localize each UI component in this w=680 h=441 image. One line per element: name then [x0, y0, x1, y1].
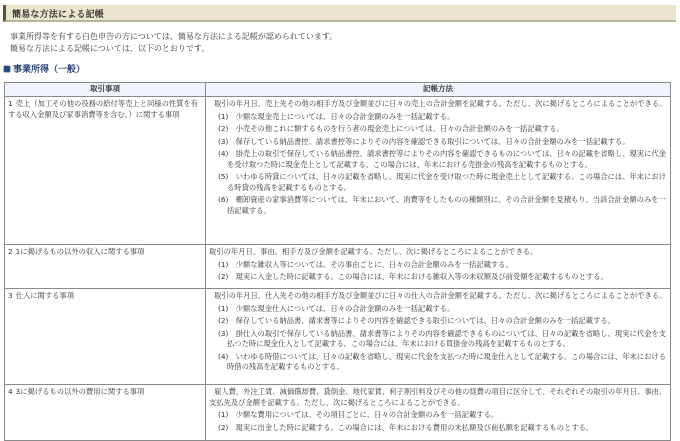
header-bookkeeping-method: 記帳方法 [206, 83, 671, 97]
matter-text: 売上（加工その他の役務の給付等売上と同様の性質を有する収入金額及び家事消費等を含む。）に関する事項 [8, 99, 199, 119]
method-item: (1) 少額な現金仕入については、日々の合計金額のみを一括記載する。 [218, 303, 455, 313]
table-row [5, 245, 671, 289]
matter-cell [5, 245, 206, 289]
method-item: (1) 少額な雑収入等については、その事由ごとに、日々の合計金額のみを一括記載する。 [218, 259, 513, 269]
page-heading: 簡易な方法による記帳 [12, 10, 105, 20]
method-item: (2) 現実に出金した時に記載する。この場合には、年末における費用の未払額及び前払額を記載するものとする。 [218, 422, 594, 432]
row-number: 4 [8, 387, 13, 396]
method-item: (2) 現実に入金した時に記載する。この場合には、年末における雑収入等の未収額及び前受額を記載するものとする。 [218, 272, 608, 281]
table-row [5, 289, 671, 385]
table-header-row [5, 83, 671, 97]
method-cell [206, 245, 671, 289]
row-number: 3 [8, 291, 13, 300]
bookkeeping-table [4, 82, 671, 441]
matter-cell [5, 385, 206, 441]
method-cell [206, 289, 671, 385]
table-row [5, 97, 671, 245]
method-item: (2) 小売その他これに類するものを行う者の現金売上については、日々の合計金額のみを一括記載する。 [218, 124, 564, 133]
matter-text: 3に掲げるもの以外の費用に関する事項 [15, 387, 145, 396]
section-title [4, 62, 85, 75]
intro-text [10, 31, 337, 55]
row-number: 2 [8, 247, 13, 256]
method-item: (2) 保存している納品書、請求書等によりその内容を確認できる取引については、日々の合計金額のみを一括記載する。 [218, 316, 615, 325]
method-item: (4) いわゆる時借については、日々の記載を省略し、現実に代金を支払つた時に現金仕入として記載する。この場合には、年末における時借の残高を記載するものとする。 [218, 351, 666, 371]
method-item: (6) 棚卸資産の家事消費等については、年末において、消費等をしたものの種類別に、その合計金額を見積もり、当該合計金額のみを一括記載する。 [218, 195, 666, 215]
matter-text: 仕入に関する事項 [15, 291, 75, 300]
method-lead: 取引の年月日、仕入先その他の相手方及び金額並びに日々の仕入の合計金額を記載する。ただし、次に掲げるところによることができる。 [214, 291, 667, 300]
method-lead: 雇人費、外注工賃、減価償却費、貸倒金、地代家賃、利子割引料及びその他の経費の項目に区分して、それぞれその取引の年月日、事由、支払先及び金額を記載する。ただし、次に掲げるところによることができる。 [209, 387, 667, 407]
method-item: (3) 掛仕入の取引で保存している納品書、請求書等によりその内容を確認できるものについては、日々の記載を省略し、現実に代金を支払つた時に現金仕入として記載する。この場合には、年末における買掛金の残高を記載するものとする。 [218, 328, 666, 348]
page-heading-bar [3, 5, 676, 22]
method-cell [206, 385, 671, 441]
method-item: (1) 少額な費用については、その項目ごとに、日々の合計金額のみを一括記載する。 [218, 410, 499, 419]
method-item: (3) 保存している納品書控、請求書控等によりその内容を確認できる取引については、日々の合計金額のみを一括記載する。 [218, 136, 630, 146]
method-item: (4) 掛売上の取引で保存している納品書控、請求書控等によりその内容を確認できるものについては、日々の記載を省略し、現実に代金を受け取つた時に現金売上として記載する。この場合には、年末における売掛金の残高を記載するものとする。 [218, 149, 666, 169]
intro-line-2: 簡易な方法による記帳については、以下のとおりです。 [10, 44, 210, 53]
matter-cell [5, 97, 206, 245]
method-item: (5) いわゆる時貸については、日々の記載を省略し、現実に代金を受け取つた時に現金売上として記載する。この場合には、年末における時貸の残高を記載するものとする。 [218, 172, 666, 192]
row-number: 1 [8, 99, 13, 108]
method-cell [206, 97, 671, 245]
method-item: (1) 少額な現金売上については、日々の合計金額のみを一括記載する。 [218, 111, 455, 121]
matter-text: 1に掲げるもの以外の収入に関する事項 [15, 247, 145, 256]
table-row [5, 385, 671, 441]
header-transaction-matter: 取引事項 [5, 83, 206, 97]
section-title-text: 事業所得（一般） [13, 65, 86, 75]
intro-line-1: 事業所得等を有する白色申告の方については、簡易な方法による記帳が認められています。 [10, 32, 338, 41]
method-lead: 取引の年月日、売上先その他の相手方及び金額並びに日々の売上の合計金額を記載する。ただし、次に掲げるところによることができる。 [214, 99, 667, 108]
matter-cell [5, 289, 206, 385]
square-bullet-icon [4, 66, 10, 72]
method-lead: 取引の年月日、事由、相手方及び金額を記載する。ただし、次に掲げるところによることができる。 [209, 247, 538, 256]
